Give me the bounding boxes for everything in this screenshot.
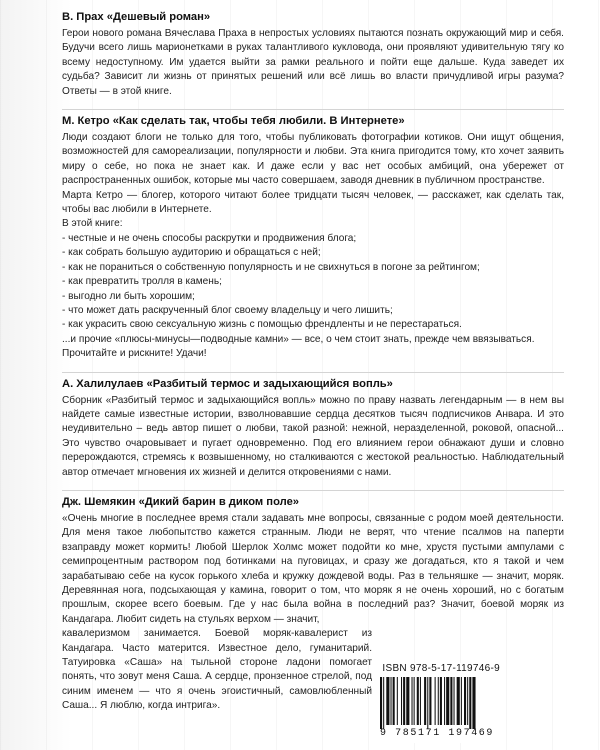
list-item: - как не пораниться о собственную популярность и не свихнуться в погоне за рейтингом; [62, 261, 480, 273]
barcode-bar [414, 677, 415, 725]
barcode-bar [464, 677, 466, 725]
barcode-bar [472, 677, 475, 729]
book-description: Прочитайте и рискните! Удачи! [62, 348, 207, 360]
barcode-bar [438, 677, 439, 725]
list-item: - честные и не очень способы раскрутки и продвижения блога; [62, 232, 357, 244]
barcode-bar [457, 677, 460, 725]
barcode-bar [429, 677, 431, 725]
barcode-bar [406, 677, 409, 725]
list-item: - как украсить свою сексуальную жизнь с помощью френдленты и не перестараться. [62, 319, 462, 331]
book-title: М. Кетро «Как сделать так, чтобы тебя любили. В Интернете» [62, 115, 405, 128]
barcode-bar [446, 677, 449, 725]
barcode-digits: 9 785171 197469 [379, 728, 494, 739]
barcode-bar [393, 677, 395, 725]
barcode-bar [386, 677, 389, 725]
book-description: Сборник «Разбитый термос и задыхающийся вопль» можно по праву назвать легендарным — в нем вы найдете самые известные истории, взволновавшие сердца десятков тысяч подписчиков Анвара. И это неудивительно – ведь автор пишет о любви, такой разной: нежной, неразделенной, роковой, опасной... Это чувство очаровывает и пугает одновременно. Под его влиянием герои обнажают души и словно перерождаются, стремясь к возвышенному, но сталкиваются с жестокой реальностью. Наблюдательный автор отмечает мгновения их жизней и делится откровениями с нами. [62, 394, 564, 478]
book-annotation-ketro [62, 109, 564, 372]
barcode-bar [391, 677, 392, 725]
book-description: Люди создают блоги не только для того, чтобы публиковать фотографии котиков. Они ищут общения, возможностей для самореализации, популярности и любви. Эта книга пригодится тому, кто хочет заявить миру о себе, но пока не знает как. И даже если у вас нет особых амбиций, она убережет от распространенных ошибок, которые мы часто совершаем, заводя дневник в публичном пространстве. [62, 132, 564, 187]
barcode-bar [383, 677, 384, 729]
feature-list [62, 232, 564, 333]
barcode-bar [420, 677, 421, 725]
book-description: Марта Кетро — блогер, которого читают более тридцати тысяч человек, — расскажет, как сделать так, чтобы вас любили в Интернете. [62, 189, 564, 216]
barcode-bar [435, 677, 436, 725]
book-description: В этой книге: [62, 218, 123, 230]
list-item: - что может дать раскрученный блог своему владельцу и чего лишить; [62, 304, 393, 316]
barcode-bar [461, 677, 462, 725]
barcode-bar [467, 677, 468, 725]
book-annotation-prakh [62, 6, 564, 109]
isbn-number: ISBN 978-5-17-119746-9 [382, 663, 500, 674]
list-item: - как собрать большую аудиторию и обращаться с ней; [62, 247, 321, 259]
barcode-bar [427, 677, 428, 729]
barcode-bar [417, 677, 419, 725]
barcode-bar [397, 677, 398, 725]
barcode-bar [424, 677, 426, 725]
book-annotation-khalilulaev [62, 372, 564, 490]
book-title: А. Халилулаев «Разбитый термос и задыхающийся вопль» [62, 377, 393, 390]
barcode-bar [444, 677, 445, 725]
book-title: В. Прах «Дешевый роман» [62, 11, 211, 23]
list-item: - выгодно ли быть хорошим; [62, 290, 195, 302]
barcode-bar [412, 677, 413, 725]
barcode-bars [374, 677, 500, 729]
barcode-bar [469, 677, 471, 729]
barcode-bar [380, 677, 382, 729]
barcode-bar [450, 677, 452, 725]
barcode-bar [401, 677, 402, 725]
barcode-bar [454, 677, 455, 725]
book-description: Герои нового романа Вячеслава Праха в непростых условиях пытаются познать окружающий мир и себя. Будучи всего лишь марионетками в руках талантливого кукловода, они проявляют удивительную тягу ко всему недоступному. Им удается выйти за рамки реального и пойти еще дальше. Куда заведет их судьба? Зависит ли жизнь от принятых решений или всё лишь во власти причудливой игры разума? Ответы — в этой книге. [62, 28, 564, 97]
book-title: Дж. Шемякин «Дикий барин в диком поле» [62, 495, 300, 508]
barcode-bar [440, 677, 442, 725]
book-description: ...и прочие «плюсы-минусы—подводные камни» — все, о чем стоит знать, прежде чем ввязываться. [62, 333, 535, 345]
isbn-barcode [374, 663, 500, 743]
book-description: кавалеризмом занимается. Боевой моряк-кавалерист из Кандагара. Часто матерится. Известное дело, гуманитарий. Татуировка «Саша» на тыльной стороне ладони помогает понять, что зовут меня Саша. А сердце, пронзенное стрелой, под синим именем — что я очень эгоистичный, самовлюбленный Саша... Я люблю, когда интрига». [62, 628, 372, 712]
barcode-bar [403, 677, 405, 725]
list-item: - как превратить тролля в камень; [62, 276, 222, 288]
book-description: «Очень многие в последнее время стали задавать мне вопросы, связанные с родом моей деятельности. Для меня такое любопытство кажется странным. Люди не верят, что чтение псалмов на паперти взаправду может кормить! Любой Шерлок Холмс может подойти ко мне, хрустя пустыми ампулами с семипроцентным раствором под ботинками на пуговицах, и сразу же догадаться, кто я такой и чем зарабатываю себе на кусок горького хлеба и кружку дождевой воды. Раз в тельняшке — значит, моряк. Деревянная нога, подсыхающая у камина, говорит о том, что моряк я не очень хороший, но с богатым прошлым, скорее всего боевым. Где у нас была война в последний раз? Значит, боевой моряк из Кандагара. Любит сидеть на стульях верхом — значит, [62, 512, 564, 625]
